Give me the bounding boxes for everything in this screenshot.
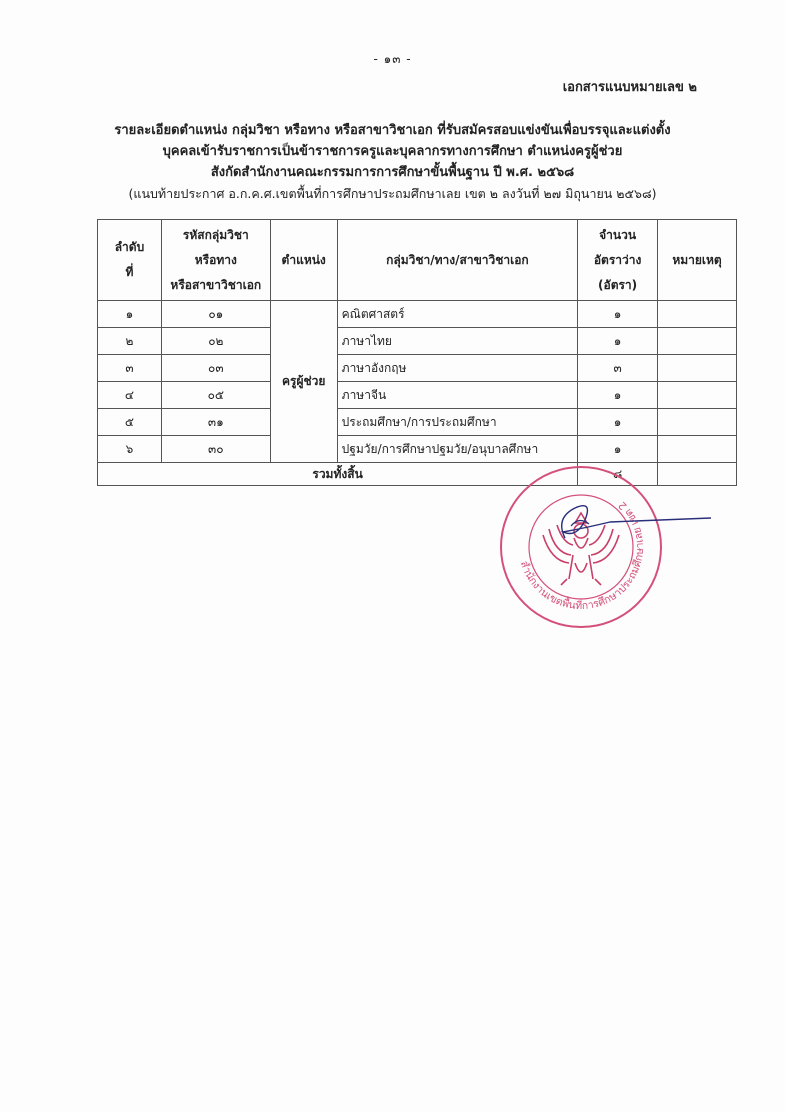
row-subject: ประถมศึกษา/การประถมศึกษา	[337, 409, 577, 436]
header-no	[98, 220, 162, 301]
page-number: - ๑๓ -	[373, 52, 412, 66]
row-remark	[658, 355, 737, 382]
row-no: ๔	[98, 382, 162, 409]
row-remark	[658, 301, 737, 328]
signature-icon	[515, 498, 715, 548]
table-row	[98, 436, 737, 463]
header-code-line-2: หรือทาง	[194, 252, 237, 267]
row-no: ๑	[98, 301, 162, 328]
row-remark	[658, 382, 737, 409]
header-no-line-2: ที่	[125, 265, 134, 279]
positions-table	[97, 219, 737, 486]
row-subject: ภาษาจีน	[337, 382, 577, 409]
header-remark: หมายเหตุ	[658, 220, 737, 301]
row-vacancies: ๑	[578, 382, 658, 409]
row-remark	[658, 409, 737, 436]
row-remark	[658, 328, 737, 355]
row-code: ๐๒	[161, 328, 270, 355]
table-row	[98, 301, 737, 328]
header-vacancies-line-1: จำนวน	[599, 227, 637, 242]
header-vacancies-line-2: อัตราว่าง	[593, 252, 642, 267]
row-no: ๒	[98, 328, 162, 355]
row-vacancies: ๓	[578, 355, 658, 382]
table-row	[98, 382, 737, 409]
row-no: ๖	[98, 436, 162, 463]
table-row	[98, 355, 737, 382]
header-position: ตำแหน่ง	[270, 220, 337, 301]
title-line-1: รายละเอียดตำแหน่ง กลุ่มวิชา หรือทาง หรือสาขาวิชาเอก ที่รับสมัครสอบแข่งขันเพื่อบรรจุและแต่งตั้ง	[114, 123, 671, 138]
header-vacancies-line-3: (อัตรา)	[598, 277, 638, 292]
row-subject: ภาษาไทย	[337, 328, 577, 355]
row-remark	[658, 436, 737, 463]
row-subject: คณิตศาสตร์	[337, 301, 577, 328]
seal-text: สำนักงานเขตพื้นที่การศึกษาประถมศึกษาเลย เขต 2	[517, 498, 647, 613]
header-code	[161, 220, 270, 301]
header-no-line-1: ลำดับ	[114, 240, 145, 254]
row-subject: ปฐมวัย/การศึกษาปฐมวัย/อนุบาลศึกษา	[337, 436, 577, 463]
row-code: ๐๕	[161, 382, 270, 409]
row-vacancies: ๑	[578, 301, 658, 328]
total-label: รวมทั้งสิ้น	[98, 463, 578, 486]
row-code: ๐๑	[161, 301, 270, 328]
title-line-2: บุคคลเข้ารับราชการเป็นข้าราชการครูและบุคลากรทางการศึกษา ตำแหน่งครูผู้ช่วย	[162, 144, 623, 159]
total-value: ๘	[578, 463, 658, 486]
table-header-row	[98, 220, 737, 301]
total-remark	[658, 463, 737, 486]
table-row	[98, 328, 737, 355]
title-line-3: สังกัดสำนักงานคณะกรรมการการศึกษาขั้นพื้นฐาน ปี พ.ศ. ๒๕๖๘	[210, 165, 575, 180]
header-subject: กลุ่มวิชา/ทาง/สาขาวิชาเอก	[337, 220, 577, 301]
attachment-reference: เอกสารแนบหมายเลข ๒	[562, 80, 697, 95]
table-row	[98, 409, 737, 436]
title-subtitle: (แนบท้ายประกาศ อ.ก.ค.ศ.เขตพื้นที่การศึกษาประถมศึกษาเลย เขต ๒ ลงวันที่ ๒๗ มิถุนายน ๒๕๖๘)	[128, 186, 657, 201]
document-heading	[0, 120, 785, 204]
header-code-line-1: รหัสกลุ่มวิชา	[182, 227, 249, 242]
row-subject: ภาษาอังกฤษ	[337, 355, 577, 382]
row-vacancies: ๑	[578, 409, 658, 436]
row-vacancies: ๑	[578, 436, 658, 463]
row-code: ๐๓	[161, 355, 270, 382]
row-vacancies: ๑	[578, 328, 658, 355]
row-code: ๓๐	[161, 436, 270, 463]
row-no: ๓	[98, 355, 162, 382]
header-code-line-3: หรือสาขาวิชาเอก	[170, 277, 262, 292]
header-vacancies	[578, 220, 658, 301]
position-cell: ครูผู้ช่วย	[270, 301, 337, 463]
row-no: ๕	[98, 409, 162, 436]
row-code: ๓๑	[161, 409, 270, 436]
